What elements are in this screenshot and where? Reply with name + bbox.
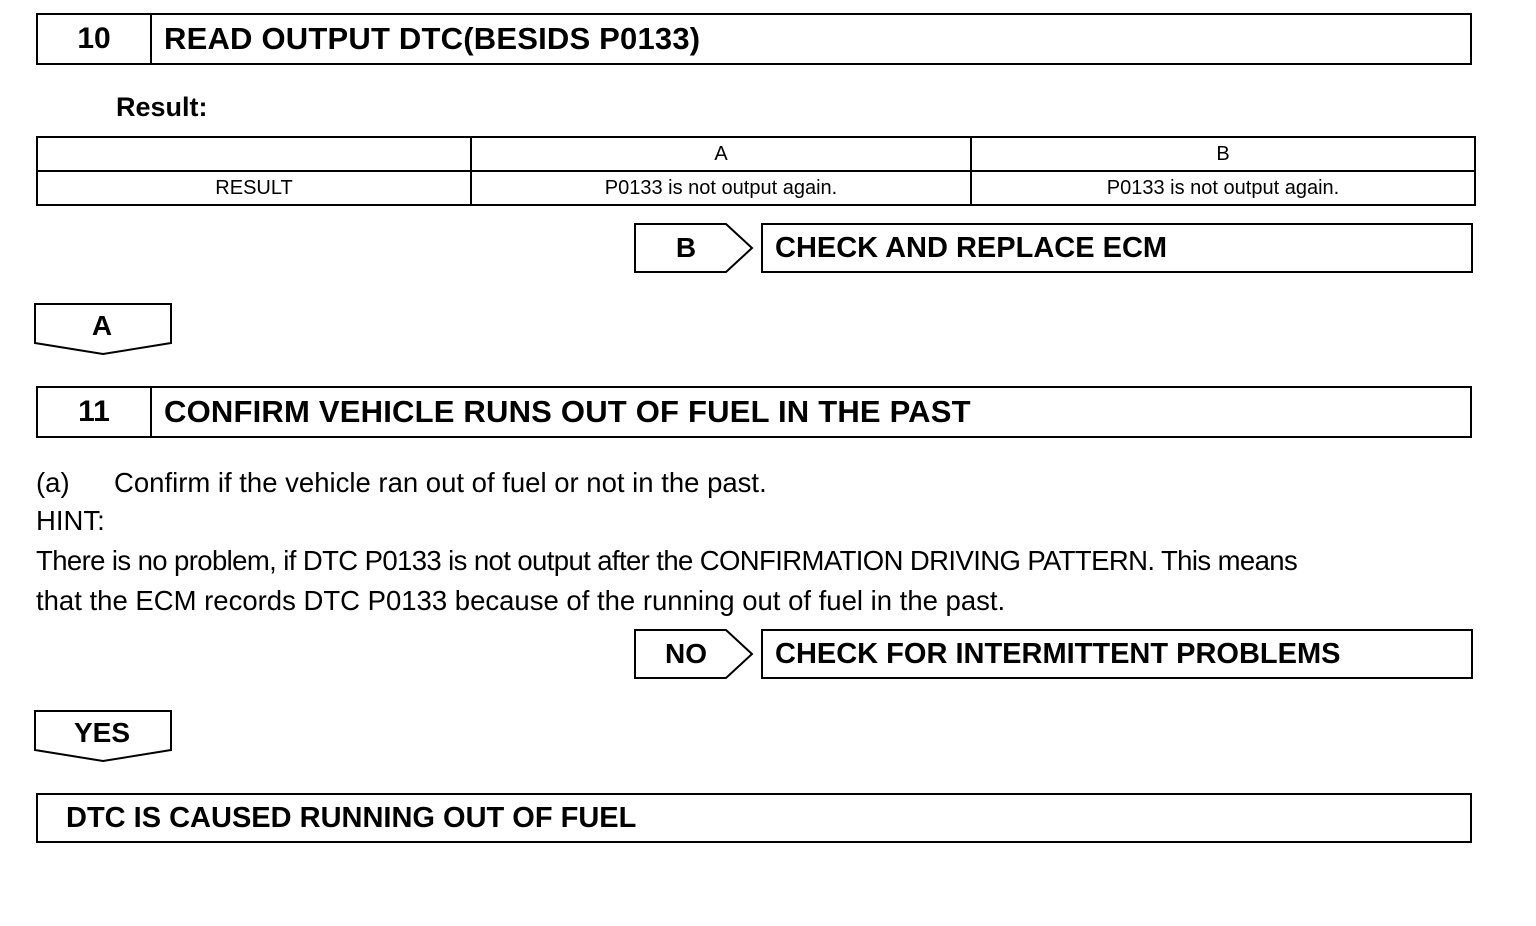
table-header-cell: A — [471, 137, 971, 171]
branch-no-arrow — [634, 629, 754, 679]
branch-b-arrow — [634, 223, 754, 273]
item-marker: (a) — [36, 467, 70, 498]
branch-label: NO — [665, 638, 707, 669]
hint-label: HINT: — [36, 505, 105, 536]
step-number: 10 — [38, 15, 152, 63]
table-row — [37, 171, 1475, 205]
table-cell: P0133 is not output again. — [971, 171, 1475, 205]
table-cell: RESULT — [37, 171, 471, 205]
final-result-box: DTC IS CAUSED RUNNING OUT OF FUEL — [36, 793, 1472, 843]
table-header-cell — [37, 137, 471, 171]
table-header-row — [37, 137, 1475, 171]
result-table — [36, 136, 1476, 206]
result-label: Result: — [116, 92, 208, 122]
table-header-cell: B — [971, 137, 1475, 171]
branch-b-action: CHECK AND REPLACE ECM — [761, 223, 1473, 273]
down-a-arrow — [34, 303, 172, 355]
step-title: CONFIRM VEHICLE RUNS OUT OF FUEL IN THE PAST — [164, 394, 971, 429]
hint-line-1: There is no problem, if DTC P0133 is not output after the CONFIRMATION DRIVING PATTERN. This means — [36, 545, 1298, 576]
step-number: 11 — [38, 388, 152, 436]
instruction-text: Confirm if the vehicle ran out of fuel or not in the past. — [114, 467, 767, 498]
step-10-header — [36, 13, 1472, 65]
hint-line-2: that the ECM records DTC P0133 because of the running out of fuel in the past. — [36, 585, 1006, 616]
down-yes-arrow — [34, 710, 172, 762]
branch-label: B — [675, 232, 697, 263]
step-title: READ OUTPUT DTC(BESIDS P0133) — [164, 21, 701, 56]
down-label: A — [91, 310, 113, 341]
down-label: YES — [73, 717, 131, 748]
step-11-header — [36, 386, 1472, 438]
table-cell: P0133 is not output again. — [471, 171, 971, 205]
branch-no-action: CHECK FOR INTERMITTENT PROBLEMS — [761, 629, 1473, 679]
instruction-line — [36, 463, 767, 503]
